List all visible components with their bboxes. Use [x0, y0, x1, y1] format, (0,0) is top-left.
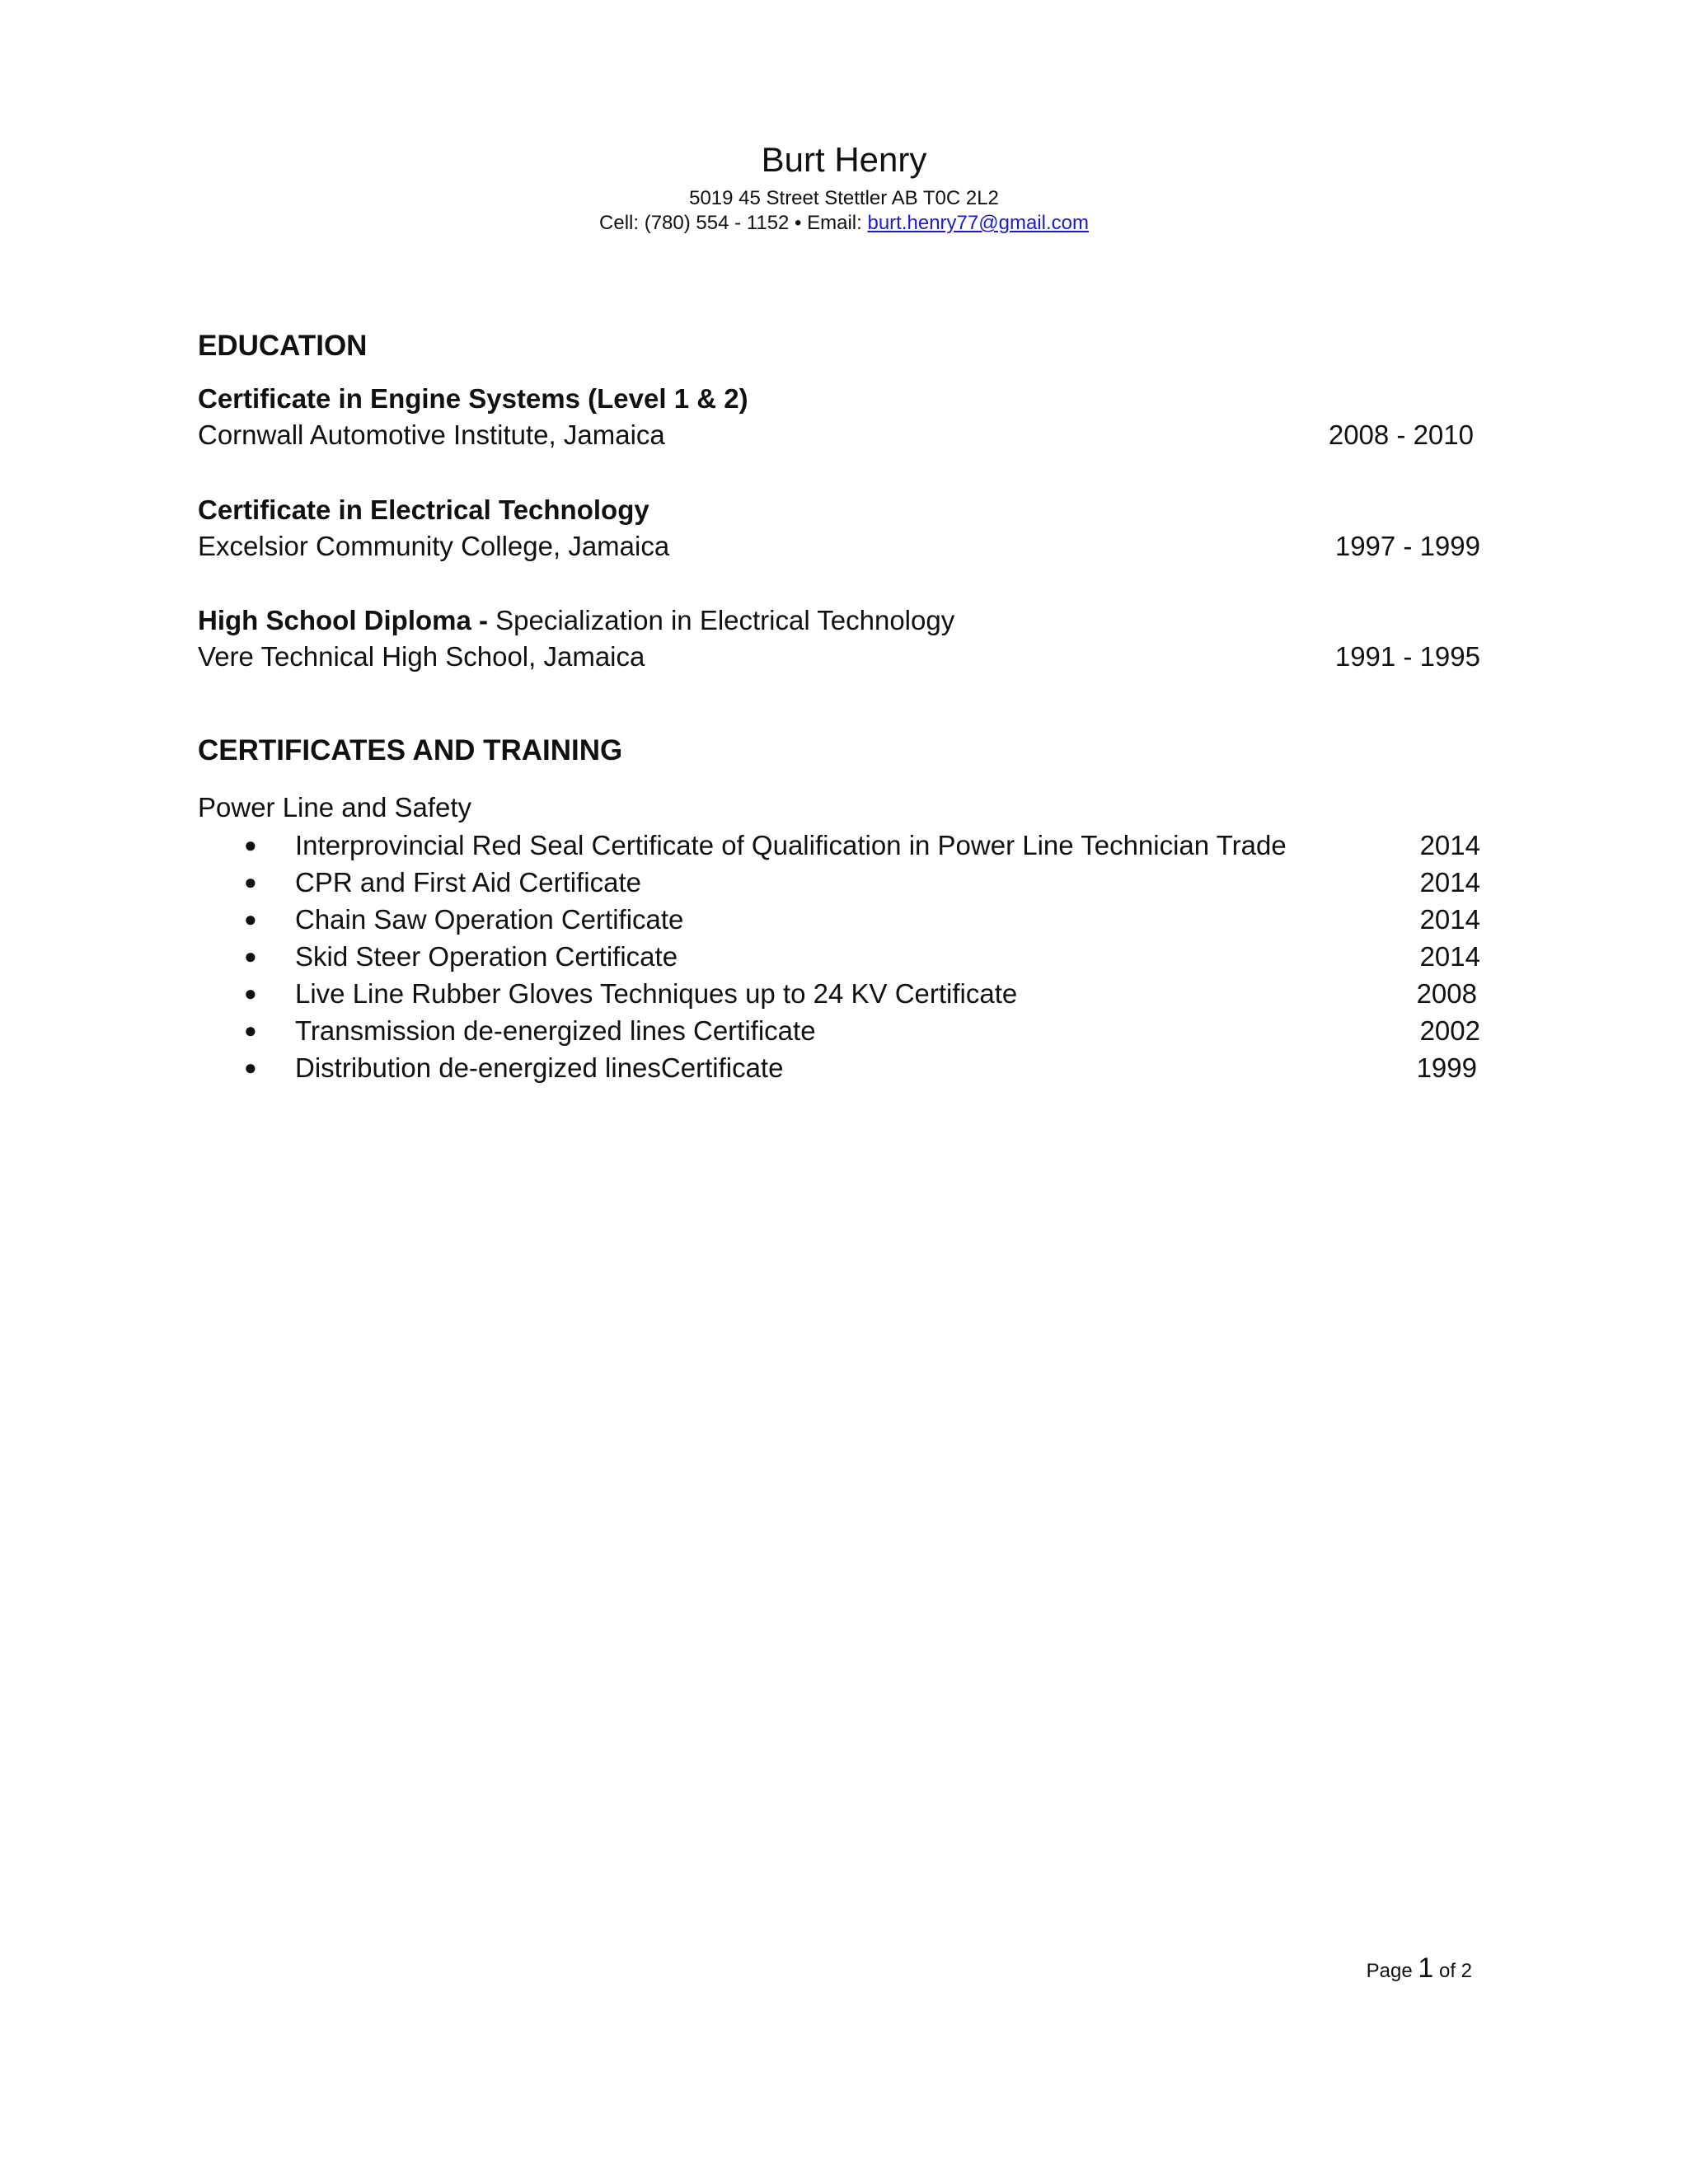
certificate-name: Live Line Rubber Gloves Techniques up to 24 KV Certificate	[295, 978, 1018, 1009]
education-credential	[198, 492, 1480, 528]
credential-title: Certificate in Electrical Technology	[198, 494, 649, 525]
credential-detail: Specialization in Electrical Technology	[488, 605, 955, 635]
cell-label: Cell: (780) 554 - 1152 • Email:	[599, 212, 868, 234]
certificate-year: 2002	[1419, 1015, 1480, 1046]
certificate-list	[198, 827, 1480, 1086]
certificate-year: 2008	[1416, 978, 1477, 1009]
education-institution-row	[198, 417, 1480, 453]
list-item	[198, 1049, 1480, 1086]
certificates-subheading: Power Line and Safety	[198, 792, 472, 823]
list-item	[198, 864, 1480, 901]
page-total: of 2	[1433, 1960, 1472, 1982]
contact-line	[0, 211, 1688, 236]
certificate-name: Transmission de-energized lines Certificate	[295, 1015, 816, 1046]
credential-title: High School Diploma -	[198, 605, 488, 635]
institution-name: Cornwall Automotive Institute, Jamaica	[198, 419, 665, 450]
bullet-icon: ●	[244, 869, 257, 894]
institution-name: Vere Technical High School, Jamaica	[198, 641, 645, 672]
education-credential	[198, 381, 1480, 417]
certificate-name: Skid Steer Operation Certificate	[295, 941, 678, 972]
bullet-icon: ●	[244, 907, 257, 931]
credential-title: Certificate in Engine Systems (Level 1 & 2)	[198, 383, 748, 414]
education-credential	[198, 602, 1480, 639]
page-number: 1	[1418, 1952, 1434, 1984]
education-years: 2008 - 2010	[1328, 419, 1474, 450]
certificate-name: Distribution de-energized linesCertificate	[295, 1052, 784, 1083]
bullet-icon: ●	[244, 981, 257, 1005]
certificate-year: 2014	[1419, 830, 1480, 860]
bullet-icon: ●	[244, 832, 257, 857]
certificate-year: 2014	[1419, 867, 1480, 898]
list-item	[198, 975, 1480, 1012]
bullet-icon: ●	[244, 944, 257, 968]
education-institution-row	[198, 639, 1480, 675]
certificate-year: 1999	[1416, 1052, 1477, 1083]
list-item	[198, 938, 1480, 975]
page-footer	[1367, 1952, 1472, 1988]
bullet-icon: ●	[244, 1055, 257, 1080]
certificate-name: Interprovincial Red Seal Certificate of Qualification in Power Line Technician Trade	[295, 830, 1287, 860]
address-line: 5019 45 Street Stettler AB T0C 2L2	[689, 187, 999, 209]
certificate-year: 2014	[1419, 904, 1480, 935]
list-item	[198, 1012, 1480, 1049]
education-years: 1991 - 1995	[1334, 641, 1480, 672]
institution-name: Excelsior Community College, Jamaica	[198, 531, 670, 561]
page-label: Page	[1366, 1960, 1418, 1982]
education-institution-row	[198, 528, 1480, 565]
candidate-name: Burt Henry	[761, 140, 927, 179]
list-item	[198, 827, 1480, 864]
email-link[interactable]: burt.henry77@gmail.com	[867, 212, 1089, 234]
education-heading: EDUCATION	[198, 330, 368, 362]
certificate-name: CPR and First Aid Certificate	[295, 867, 641, 898]
education-years: 1997 - 1999	[1334, 531, 1480, 561]
certificate-name: Chain Saw Operation Certificate	[295, 904, 684, 935]
list-item	[198, 901, 1480, 938]
bullet-icon: ●	[244, 1018, 257, 1043]
certificates-heading: CERTIFICATES AND TRAINING	[198, 734, 623, 766]
certificate-year: 2014	[1419, 941, 1480, 972]
